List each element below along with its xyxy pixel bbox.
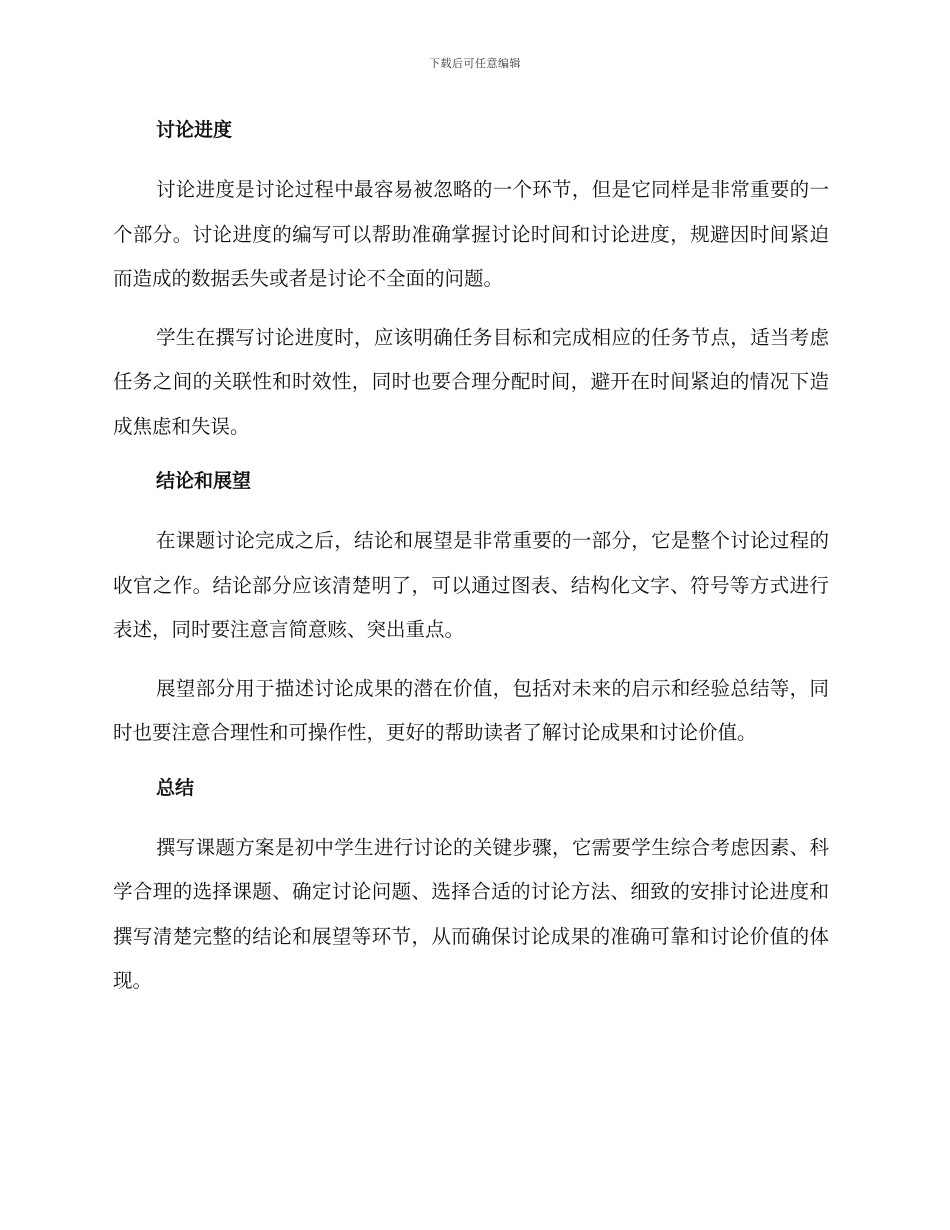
section-heading-conclusion: 结论和展望: [156, 470, 252, 492]
paragraph: 在课题讨论完成之后，结论和展望是非常重要的一部分，它是整个讨论过程的收官之作。结论部分应该清楚明了，可以通过图表、结构化文字、符号等方式进行表述，同时要注意言简意赅、突出重点。: [113, 529, 829, 641]
page-header: 下载后可任意编辑: [429, 57, 521, 70]
paragraph: 讨论进度是讨论过程中最容易被忽略的一个环节，但是它同样是非常重要的一个部分。讨论进度的编写可以帮助准确掌握讨论时间和讨论进度，规避因时间紧迫而造成的数据丢失或者是讨论不全面的问题。: [113, 178, 829, 290]
section-heading-progress: 讨论进度: [156, 119, 233, 141]
section-heading-summary: 总结: [156, 776, 195, 799]
paragraph: 学生在撰写讨论进度时，应该明确任务目标和完成相应的任务节点，适当考虑任务之间的关联性和时效性，同时也要合理分配时间，避开在时间紧迫的情况下造成焦虑和失误。: [113, 325, 829, 438]
paragraph: 撰写课题方案是初中学生进行讨论的关键步骤，它需要学生综合考虑因素、科学合理的选择课题、确定讨论问题、选择合适的讨论方法、细致的安排讨论进度和撰写清楚完整的结论和展望等环节，从而确保讨论成果的准确可靠和讨论价值的体现。: [113, 835, 829, 992]
paragraph: 展望部分用于描述讨论成果的潜在价值，包括对未来的启示和经验总结等，同时也要注意合理性和可操作性，更好的帮助读者了解讨论成果和讨论价值。: [113, 676, 829, 744]
document-body: [113, 112, 829, 1004]
